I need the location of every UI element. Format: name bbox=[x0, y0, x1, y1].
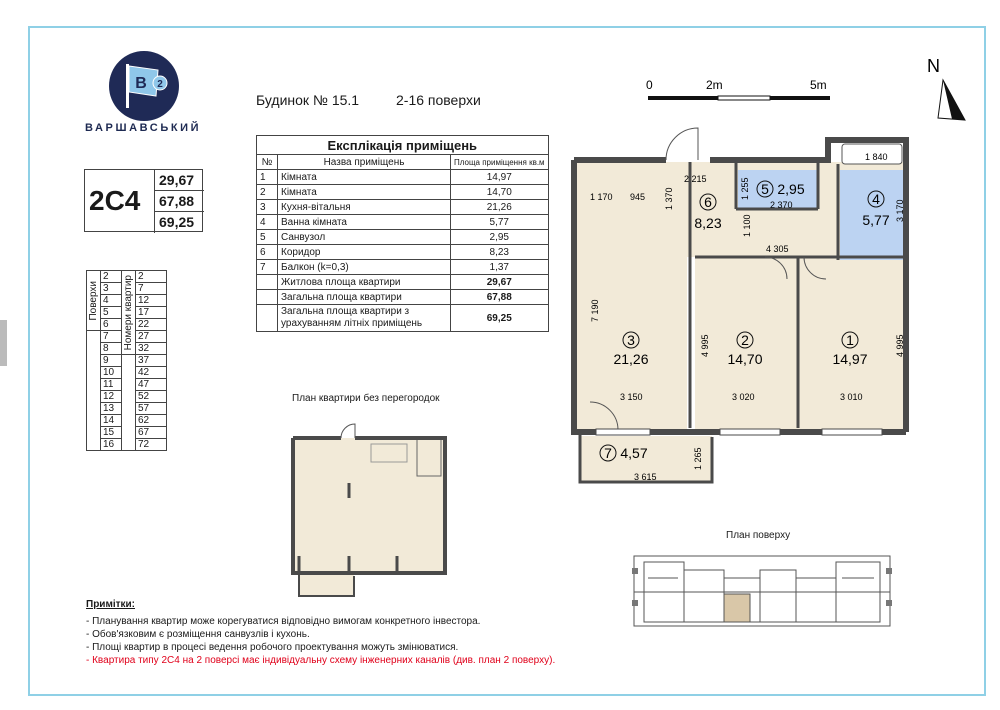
col-name-header: Назва приміщень bbox=[278, 155, 451, 170]
row-name: Кімната bbox=[278, 170, 451, 185]
total-area: 29,67 bbox=[451, 275, 549, 290]
scale-bar-a bbox=[648, 96, 718, 100]
apartment-type-box bbox=[84, 169, 203, 232]
row-num: 4 bbox=[257, 215, 278, 230]
apartment-number: 37 bbox=[136, 355, 167, 367]
apartment-plan bbox=[560, 52, 980, 490]
floor-number: 11 bbox=[101, 379, 122, 391]
col-num-header: № bbox=[257, 155, 278, 170]
apartment-number: 2 bbox=[136, 271, 167, 283]
row-name: Кухня-вітальня bbox=[278, 200, 451, 215]
room-5-area: 2,95 bbox=[777, 181, 805, 197]
row-num: 7 bbox=[257, 260, 278, 275]
living-area-value: 29,67 bbox=[154, 170, 204, 191]
row-name: Коридор bbox=[278, 245, 451, 260]
floor-number: 8 bbox=[101, 343, 122, 355]
total-area: 67,88 bbox=[451, 290, 549, 305]
room-4-area: 5,77 bbox=[862, 212, 890, 228]
windows bbox=[596, 429, 882, 435]
floor-number: 12 bbox=[101, 391, 122, 403]
dim-4995-a: 4 995 bbox=[700, 334, 710, 357]
explication-title: Експлікація приміщень bbox=[257, 136, 549, 155]
table-row bbox=[257, 260, 549, 275]
floor-number: 7 bbox=[101, 331, 122, 343]
note-line: - Планування квартир може корегуватися відповідно вимогам конкретного інвестора. bbox=[86, 616, 481, 627]
dim-3020: 3 020 bbox=[732, 392, 755, 402]
total-name: Житлова площа квартири bbox=[278, 275, 451, 290]
room-3-num: 3 bbox=[627, 332, 635, 348]
dim-1840: 1 840 bbox=[865, 152, 888, 162]
floor-number: 15 bbox=[101, 427, 122, 439]
floor-number: 5 bbox=[101, 307, 122, 319]
apts-label-text: Номери квартир bbox=[123, 274, 134, 351]
table-row bbox=[257, 215, 549, 230]
row-name: Ванна кімната bbox=[278, 215, 451, 230]
floor-number: 13 bbox=[101, 403, 122, 415]
open-plan-title: План квартири без перегородок bbox=[292, 393, 440, 404]
note-line: - Площі квартир в процесі ведення робочого проектування можуть змінюватися. bbox=[86, 642, 459, 653]
floor-row bbox=[87, 271, 167, 283]
total-row bbox=[257, 290, 549, 305]
floor-number: 2 bbox=[101, 271, 122, 283]
dim-4305: 4 305 bbox=[766, 244, 789, 254]
dim-945: 945 bbox=[630, 192, 646, 202]
logo-caption: ВАРШАВСЬКИЙ bbox=[85, 122, 202, 134]
entry-door-icon bbox=[666, 128, 698, 160]
floor-number: 3 bbox=[101, 283, 122, 295]
logo-number: 2 bbox=[157, 79, 163, 90]
apartment-number: 52 bbox=[136, 391, 167, 403]
floor-number: 16 bbox=[101, 439, 122, 451]
dim-1265: 1 265 bbox=[693, 447, 703, 470]
dim-3010: 3 010 bbox=[840, 392, 863, 402]
dim-3170: 3 170 bbox=[895, 199, 905, 222]
dim-3615: 3 615 bbox=[634, 472, 657, 482]
total-area-value: 67,88 bbox=[154, 191, 204, 212]
total-name: Загальна площа квартири з урахуванням літніх приміщень bbox=[278, 305, 451, 332]
scale-0: 0 bbox=[646, 78, 653, 92]
building-floors: 2-16 поверхи bbox=[396, 92, 481, 108]
apartment-number: 47 bbox=[136, 379, 167, 391]
apts-label bbox=[122, 271, 136, 355]
dim-2215: 2 215 bbox=[684, 174, 707, 184]
floors-label-blank bbox=[87, 331, 101, 451]
floor-number: 10 bbox=[101, 367, 122, 379]
note-line: - Обов'язковим є розміщення санвузлів і кухонь. bbox=[86, 629, 310, 640]
apartment-number: 32 bbox=[136, 343, 167, 355]
dim-1100: 1 100 bbox=[742, 214, 752, 237]
total-area-summer-value: 69,25 bbox=[154, 212, 204, 233]
apartment-number: 22 bbox=[136, 319, 167, 331]
room-5-num: 5 bbox=[761, 181, 769, 197]
dim-4995-b: 4 995 bbox=[895, 334, 905, 357]
room-1-num: 1 bbox=[846, 332, 854, 348]
row-name: Балкон (k=0,3) bbox=[278, 260, 451, 275]
room-3-area: 21,26 bbox=[613, 351, 649, 367]
table-row bbox=[257, 170, 549, 185]
row-area: 14,70 bbox=[451, 185, 549, 200]
room-6-area: 8,23 bbox=[694, 215, 722, 231]
dim-1170: 1 170 bbox=[590, 192, 613, 202]
apartment-type-code: 2С4 bbox=[89, 185, 141, 216]
row-area: 2,95 bbox=[451, 230, 549, 245]
total-area: 69,25 bbox=[451, 305, 549, 332]
scale-2m: 2m bbox=[706, 78, 723, 92]
table-row bbox=[257, 245, 549, 260]
room-2-area: 14,70 bbox=[727, 351, 763, 367]
building-number: Будинок № 15.1 bbox=[256, 92, 360, 108]
col-area-header: Площа приміщення кв.м bbox=[451, 155, 549, 170]
floors-label-text: Поверхи bbox=[88, 280, 99, 321]
notes-block bbox=[86, 598, 555, 667]
apartment-number: 17 bbox=[136, 307, 167, 319]
notes-title: Примітки: bbox=[86, 599, 135, 610]
row-area: 8,23 bbox=[451, 245, 549, 260]
floor-plan-drawing bbox=[628, 548, 896, 634]
apartment-number: 7 bbox=[136, 283, 167, 295]
total-name: Загальна площа квартири bbox=[278, 290, 451, 305]
table-row bbox=[257, 230, 549, 245]
row-num: 6 bbox=[257, 245, 278, 260]
floor-number: 14 bbox=[101, 415, 122, 427]
room-7-num: 7 bbox=[604, 445, 612, 461]
floor-number: 9 bbox=[101, 355, 122, 367]
scroll-edge bbox=[0, 320, 7, 366]
row-num: 5 bbox=[257, 230, 278, 245]
note-line-red: - Квартира типу 2С4 на 2 поверсі має індивідуальну схему інженерних каналів (див. план 2 поверху). bbox=[86, 655, 556, 666]
dim-7190: 7 190 bbox=[590, 299, 600, 322]
floor-number: 6 bbox=[101, 319, 122, 331]
dim-1255: 1 255 bbox=[740, 177, 750, 200]
row-num: 1 bbox=[257, 170, 278, 185]
dim-3150: 3 150 bbox=[620, 392, 643, 402]
floor-number: 4 bbox=[101, 295, 122, 307]
row-num: 2 bbox=[257, 185, 278, 200]
total-row bbox=[257, 275, 549, 290]
varshavsky-logo bbox=[108, 50, 180, 122]
room-7-area: 4,57 bbox=[620, 445, 648, 461]
room-1-area: 14,97 bbox=[832, 351, 868, 367]
apartment-number: 42 bbox=[136, 367, 167, 379]
room-2-num: 2 bbox=[741, 332, 749, 348]
north-label: N bbox=[927, 56, 940, 76]
scale-5m: 5m bbox=[810, 78, 827, 92]
table-row bbox=[257, 185, 549, 200]
scale-bar-c bbox=[770, 96, 830, 100]
dim-1370: 1 370 bbox=[664, 187, 674, 210]
room-6-num: 6 bbox=[704, 194, 712, 210]
logo-letter: B bbox=[135, 75, 147, 92]
row-name: Кімната bbox=[278, 185, 451, 200]
row-area: 5,77 bbox=[451, 215, 549, 230]
table-row bbox=[257, 200, 549, 215]
floors-label bbox=[87, 271, 101, 331]
apts-label-blank bbox=[122, 355, 136, 451]
floor-apartment-table bbox=[86, 270, 167, 451]
scale-bar-b bbox=[718, 96, 770, 100]
row-area: 1,37 bbox=[451, 260, 549, 275]
apartment-number: 72 bbox=[136, 439, 167, 451]
row-num: 3 bbox=[257, 200, 278, 215]
floor-plan-title: План поверху bbox=[726, 530, 791, 541]
apartment-number: 57 bbox=[136, 403, 167, 415]
row-area: 21,26 bbox=[451, 200, 549, 215]
room-4-num: 4 bbox=[872, 191, 880, 207]
open-plan-drawing bbox=[285, 418, 455, 598]
apartment-number: 27 bbox=[136, 331, 167, 343]
explication-table bbox=[256, 135, 549, 332]
apartment-number: 12 bbox=[136, 295, 167, 307]
apartment-number: 62 bbox=[136, 415, 167, 427]
dim-2370: 2 370 bbox=[770, 200, 793, 210]
row-name: Санвузол bbox=[278, 230, 451, 245]
apartment-number: 67 bbox=[136, 427, 167, 439]
row-area: 14,97 bbox=[451, 170, 549, 185]
total-row bbox=[257, 305, 549, 332]
